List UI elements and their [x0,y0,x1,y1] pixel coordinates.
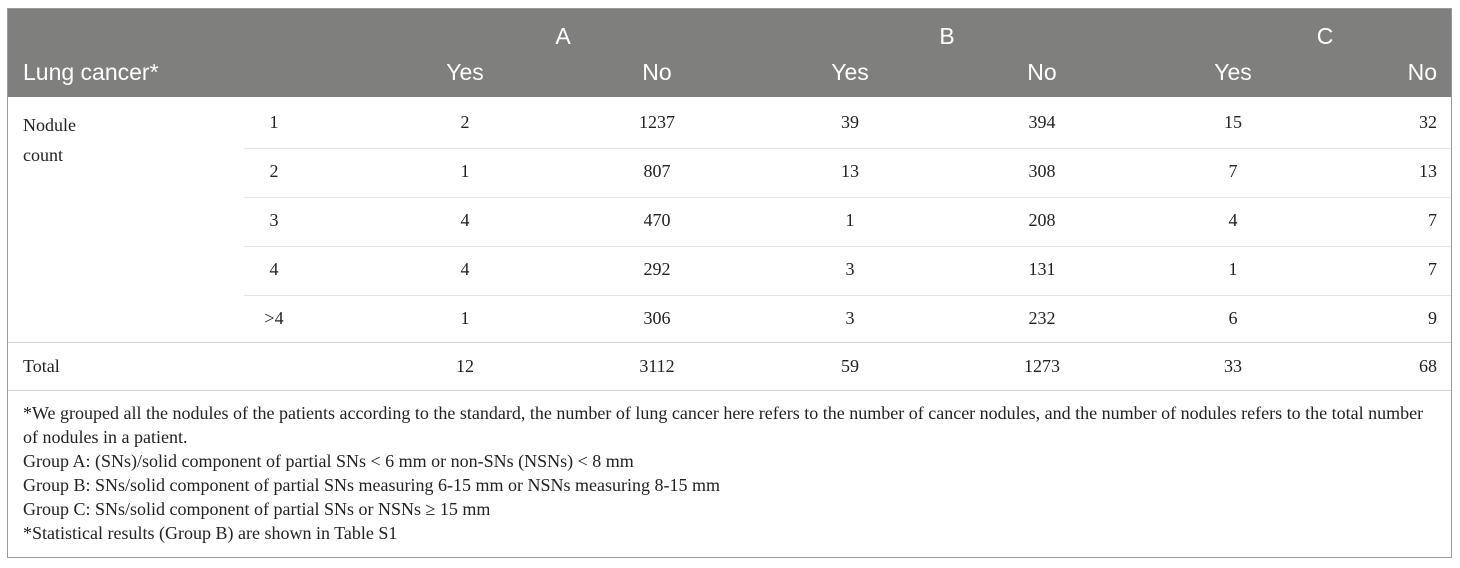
table-cell: 470 [643,210,671,230]
table-cell: 4 [460,259,470,279]
nodule-count-cell: 3 [269,210,279,230]
total-cell: 33 [1224,356,1242,376]
sub-heading-a-no: No [642,59,672,85]
table-cell: 208 [1028,210,1056,230]
table-cell: 9 [1428,308,1437,328]
total-cell: 1273 [1024,356,1060,376]
table-cell: 7 [1428,259,1437,279]
nodule-count-cell: 1 [269,112,279,132]
total-cell: 68 [1419,356,1437,376]
table-cell: 3 [845,308,855,328]
nodule-count-cell: 4 [269,259,279,279]
total-divider [8,342,1451,343]
sub-heading-b-no: No [1027,59,1057,85]
table-cell: 4 [1228,210,1238,230]
nodule-count-cell: >4 [264,308,284,328]
row-divider [244,246,1451,247]
table-cell: 232 [1028,308,1056,328]
row-divider [244,148,1451,149]
table-cell: 394 [1028,112,1056,132]
table-cell: 6 [1228,308,1238,328]
note-group-c: Group C: SNs/solid component of partial SNs or NSNs ≥ 15 mm [23,499,491,519]
table-notes [23,401,1441,545]
table-cell: 131 [1028,259,1056,279]
row-divider [244,295,1451,296]
table-cell: 1 [845,210,855,230]
table-cell: 308 [1028,161,1056,181]
table-cell: 13 [841,161,859,181]
table-cell: 1 [1228,259,1238,279]
table-cell: 13 [1419,161,1437,181]
group-a-heading: A [555,23,571,49]
table-cell: 807 [643,161,671,181]
group-c-heading: C [1316,23,1334,49]
table-cell: 1237 [639,112,675,132]
table-frame [7,8,1452,558]
row-label-heading: Lung cancer* [23,59,159,85]
total-label: Total [23,356,60,376]
note-footnote: *We grouped all the nodules of the patients according to the standard, the number of lung cancer here refers to the number of cancer nodules, and the number of nodules refers to the total number of nodules in a patient. [23,403,1424,447]
total-cell: 3112 [639,356,675,376]
total-cell: 59 [841,356,859,376]
sub-heading-c-yes: Yes [1214,59,1252,85]
table-cell: 15 [1224,112,1242,132]
table-cell: 1 [460,308,470,328]
table-cell: 3 [845,259,855,279]
table-cell: 1 [460,161,470,181]
group-b-heading: B [939,23,955,49]
table-cell: 7 [1228,161,1238,181]
sub-heading-a-yes: Yes [446,59,484,85]
table-cell: 292 [643,259,671,279]
table-cell: 2 [460,112,470,132]
table-cell: 39 [841,112,859,132]
note-group-a: Group A: (SNs)/solid component of partial SNs < 6 mm or non-SNs (NSNs) < 8 mm [23,451,634,471]
sub-heading-c-no: No [1407,59,1437,85]
note-group-b: Group B: SNs/solid component of partial SNs measuring 6-15 mm or NSNs measuring 8-15 mm [23,475,720,495]
notes-divider [8,390,1451,391]
table-cell: 4 [460,210,470,230]
table-cell: 7 [1428,210,1437,230]
sub-heading-b-yes: Yes [831,59,869,85]
table-cell: 306 [643,308,671,328]
nodule-count-cell: 2 [269,161,279,181]
row-divider [244,197,1451,198]
note-statistical: *Statistical results (Group B) are shown in Table S1 [23,523,398,543]
table-cell: 32 [1419,112,1437,132]
section-label: Nodule count [23,115,76,165]
table-header [8,9,1451,97]
total-cell: 12 [456,356,474,376]
